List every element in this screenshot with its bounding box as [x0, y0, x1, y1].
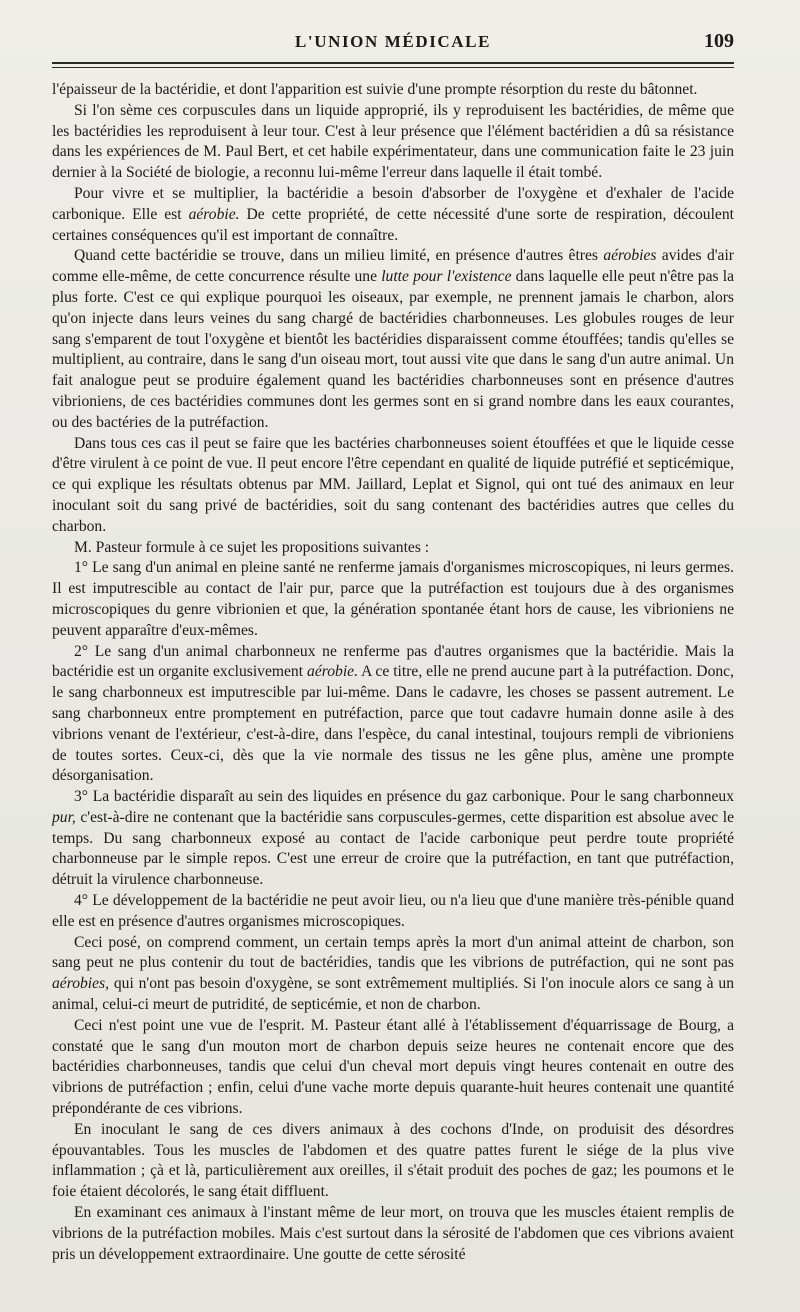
page-header	[52, 30, 734, 60]
paragraph: Ceci n'est point une vue de l'esprit. M. Pasteur étant allé à l'établissement d'équarrissage de Bourg, a constaté que le sang d'un mouton mort de charbon depuis seize heures ne contenait encore que des bactéridies charbonneuses, tandis que celui d'un cheval mort depuis vingt heures contenait en outre des vibrions de putréfaction ; enfin, celui d'une vache morte depuis quarante-huit heures contenait une quantité prépondérante de ces vibrions.	[52, 1016, 734, 1118]
header-rule	[52, 62, 734, 68]
italic-text: aérobies	[603, 247, 657, 265]
running-title: L'UNION MÉDICALE	[294, 32, 492, 51]
paragraph	[52, 246, 734, 433]
text-run: De cette propriété, de cette nécessité d'une sorte de respiration, découlent certaines conséquences qu'il est important de connaître.	[52, 205, 734, 244]
paragraph	[52, 787, 734, 891]
text-run: c'est-à-dire ne contenant que la bactéridie sans corpuscules-germes, cette disparition est absolue avec le temps. Du sang charbonneux exposé au contact de l'acide carbonique peut perdre toute propriété charbonneuse par le simple repos. C'est une erreur de croire que la putréfaction, en tant que putréfaction, détruit la virulence charbonneuse.	[52, 808, 734, 889]
paragraph: En examinant ces animaux à l'instant même de leur mort, on trouva que les muscles étaient remplis de vibrions de la putréfaction mobiles. Mais c'est surtout dans la sérosité de l'abdomen que ces vibrions avaient pris un développement extraordinaire. Une goutte de cette sérosité	[52, 1204, 734, 1263]
paragraph: l'épaisseur de la bactéridie, et dont l'apparition est suivie d'une prompte résorption du reste du bâtonnet.	[52, 81, 698, 98]
text-run: 2° Le sang d'un animal charbonneux ne renferme pas d'autres organismes que la bactéridie. Mais la bactéridie est un organite exclusivement	[52, 642, 734, 681]
paragraph: Dans tous ces cas il peut se faire que les bactéries charbonneuses soient étouffées et que le liquide cesse d'être virulent à ce point de vue. Il peut encore l'être cependant en qualité de liquide putréfié et septicémique, ce qui explique les résultats obtenus par MM. Jaillard, Leplat et Signol, qui ont tué des animaux en leur inoculant soit du sang privé de bactéridies, soit du sang contenant des bactéridies autres que celles du charbon.	[52, 434, 734, 535]
italic-text: lutte pour l'existence	[381, 268, 512, 286]
text-run: Pour vivre et se multiplier, la bactéridie a besoin d'absorber de l'oxygène et d'exhaler de l'acide carbonique. Elle est	[52, 184, 734, 223]
italic-text: aérobie.	[188, 205, 240, 223]
paragraph: 1° Le sang d'un animal en pleine santé ne renferme jamais d'organismes microscopiques, ni leurs germes. Il est imputrescible au contact de l'air pur, parce que la putréfaction est toujours due à des organismes microscopiques du genre vibrionien et que, la génération spontanée étant hors de cause, les vibrioniens ne peuvent apparaître d'eux-mêmes.	[52, 559, 734, 639]
paragraph	[52, 184, 734, 246]
text-run: A ce titre, elle ne prend aucune part à la putréfaction. Donc, le sang charbonneux est imputrescible par lui-même. Dans le cadavre, les choses se passent autrement. Le sang charbonneux entre promptement en putréfaction, parce que tout cadavre humain donne asile à des vibrions venant de l'extérieur, c'est-à-dire, dans l'espèce, du canal intestinal, toujours rempli de vibrioniens de toutes sortes. Ceux-ci, dès que la vie normale des tissus ne les gêne plus, amène une prompte désorganisation.	[52, 663, 734, 785]
paragraph: En inoculant le sang de ces divers animaux à des cochons d'Inde, on produisit des désordres épouvantables. Tous les muscles de l'abdomen et des quatre pattes furent le siége de la plus vive inflammation ; çà et là, particulièrement aux oreilles, il s'était produit des poches de gaz; les poumons et le foie étaient décolorés, le sang était diffluent.	[52, 1120, 734, 1201]
paragraph: Si l'on sème ces corpuscules dans un liquide approprié, ils y reproduisent les bactéridies, de même que les bactéridies les reproduisent à leur tour. C'est à leur présence que l'élément bactéridien a dû sa résistance dans les expériences de M. Paul Bert, et cet habile expérimentateur, dans une communication faite le 23 juin dernier à la Société de biologie, a reconnu lui-même l'erreur dans laquelle il était tombé.	[52, 101, 734, 182]
text-run: avides d'air comme elle-même, de cette concurrence résulte une	[52, 247, 735, 286]
text-run: Quand cette bactéridie se trouve, dans un milieu limité, en présence d'autres êtres	[74, 247, 604, 265]
text-run: qui n'ont pas besoin d'oxygène, se sont extrêmement multipliés. Si l'on inocule alors ce sang à un animal, celui-ci meurt de putridité, de septicémie, et non de charbon.	[52, 975, 734, 1014]
article-body	[52, 80, 734, 1265]
paragraph: 4° Le développement de la bactéridie ne peut avoir lieu, ou n'a lieu que d'une manière très-pénible quand elle est en présence d'autres organismes microscopiques.	[52, 892, 734, 930]
italic-text: pur,	[52, 808, 76, 826]
paragraph	[52, 933, 734, 1016]
italic-text: aérobie.	[307, 663, 358, 681]
text-run: dans laquelle elle peut n'être pas la plus forte. C'est ce qui explique pourquoi les oiseaux, par exemple, ne prennent jamais le charbon, alors qu'on injecte dans leurs veines du sang chargé de bactéridies charbonneuses. Les globules rouges de leur sang s'emparent de tout l'oxygène et bientôt les bactéridies disparaissent comme étouffées; tandis qu'elles se multiplient, au contraire, dans le sang d'un oiseau mort, tout aussi vite que dans le sang d'un autre animal. Un fait analogue peut se produire également quand les bactéridies charbonneuses sont en présence d'autres vibrioniens, de ces bactéridies communes dont les germes sont en si grand nombre dans les eaux courantes, ou des bactéries de la putréfaction.	[52, 268, 734, 431]
italic-text: aérobies,	[52, 975, 110, 993]
page-number: 109	[704, 30, 734, 52]
text-run: 3° La bactéridie disparaît au sein des liquides en présence du gaz carbonique. Pour le sang charbonneux	[74, 788, 734, 806]
paragraph: M. Pasteur formule à ce sujet les propositions suivantes :	[74, 538, 430, 556]
text-run: Ceci posé, on comprend comment, un certain temps après la mort d'un animal atteint de charbon, son sang peut ne plus contenir du tout de bactéridies, tandis que les vibrions de putréfaction, qui ne sont pas	[52, 933, 734, 972]
paragraph	[52, 642, 734, 788]
